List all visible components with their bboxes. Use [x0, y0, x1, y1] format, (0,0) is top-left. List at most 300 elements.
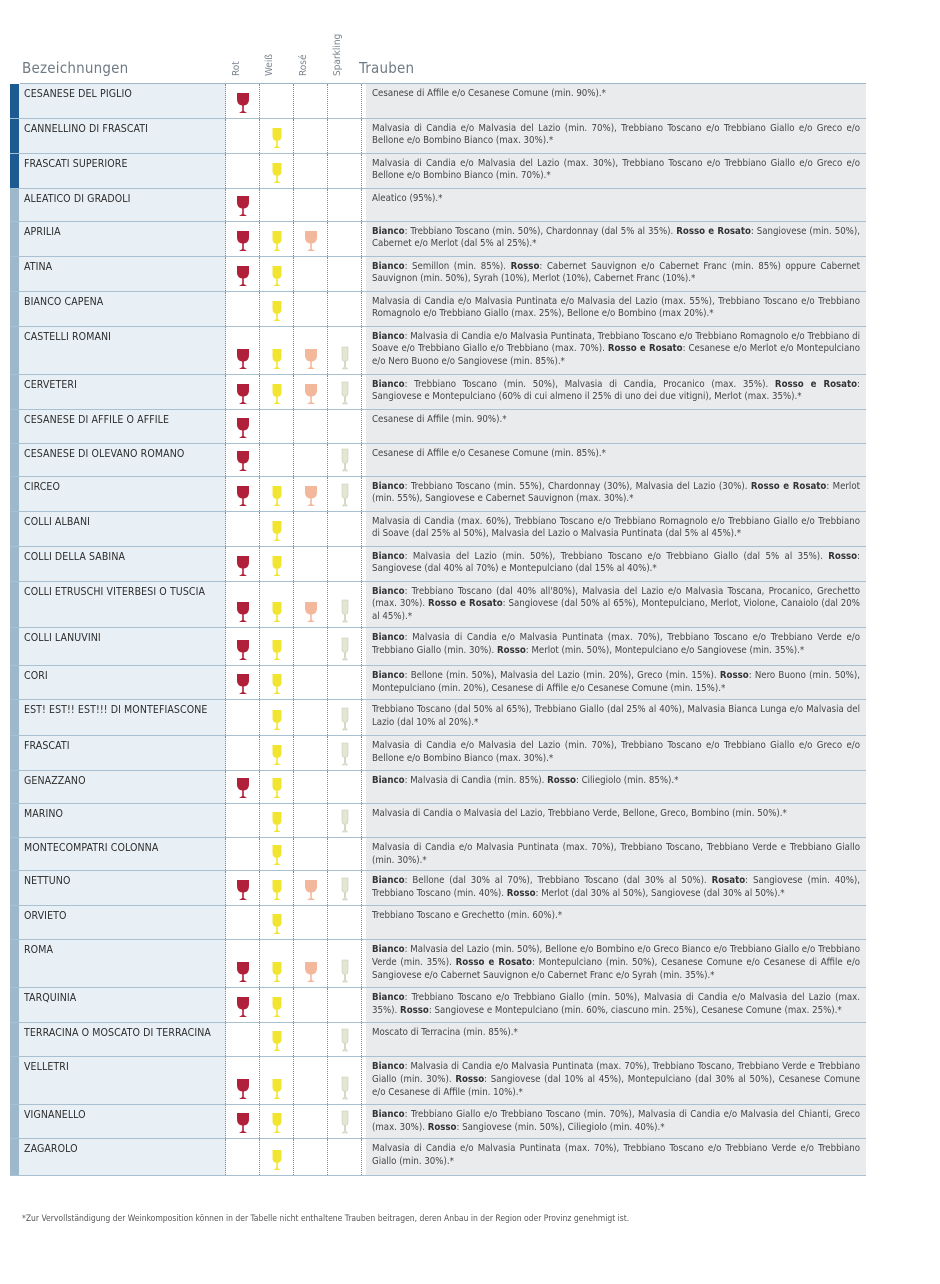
white-cell — [260, 374, 294, 409]
white-wine-glass-icon — [271, 162, 283, 184]
grape-text: Malvasia di Candia e/o Malvasia Puntinata (max. 70%), Trebbiano Toscano, Trebbiano Verde e Trebbiano Giallo (min. 30%).* — [372, 841, 860, 866]
sparkling-cell — [328, 1057, 362, 1105]
rose-cell — [294, 546, 328, 581]
red-wine-glass-icon — [236, 673, 250, 695]
rose-wine-glass-icon — [304, 230, 318, 252]
wine-type-label: Bianco — [372, 875, 405, 887]
table-row — [10, 837, 866, 871]
white-cell — [260, 118, 294, 153]
designation-name: ATINA — [19, 256, 226, 291]
sparkling-cell — [328, 627, 362, 665]
row-band — [10, 1023, 19, 1057]
rose-cell — [294, 988, 328, 1023]
white-cell — [260, 735, 294, 770]
sparkling-cell — [328, 476, 362, 511]
table-row — [10, 188, 866, 221]
wine-type-label: Rosso e Rosato — [774, 378, 858, 390]
table-row — [10, 221, 866, 256]
red-cell — [226, 221, 260, 256]
designation-name: NETTUNO — [19, 871, 226, 906]
row-band — [10, 443, 19, 476]
grape-text: : Trebbiano Toscano (dal 40% all'80%), Malvasia del Lazio e/o Malvasia Toscana, Procanico, Grechetto (max. 30%). — [372, 585, 860, 610]
row-band — [10, 988, 19, 1023]
white-cell — [260, 476, 294, 511]
grape-description — [366, 476, 866, 511]
row-band — [10, 84, 19, 118]
row-band — [10, 326, 19, 374]
rose-wine-glass-icon — [304, 348, 318, 370]
table-row — [10, 803, 866, 837]
white-wine-glass-icon — [271, 1149, 283, 1171]
wine-type-label: Bianco — [372, 585, 405, 597]
red-cell — [226, 374, 260, 409]
grape-text: : Semillon (min. 85%). — [404, 260, 511, 272]
red-cell — [226, 988, 260, 1023]
white-cell — [260, 84, 294, 118]
row-band — [10, 374, 19, 409]
table-row — [10, 409, 866, 443]
red-wine-glass-icon — [236, 383, 250, 405]
grape-text: : Sangiovese (min. 50%), Cabernet e/o Merlot (dal 5% al 25%).* — [372, 225, 860, 250]
grape-text: : Bellone (min. 50%), Malvasia del Lazio (min. 20%), Greco (min. 15%). — [404, 669, 720, 681]
sparkling-cell — [328, 1105, 362, 1139]
rose-cell — [294, 221, 328, 256]
grape-text: : Malvasia di Candia e/o Malvasia Puntinata (max. 70%), Trebbiano Toscano e/o Trebbiano Verde e/o Trebbiano Giallo (min. 30%). — [372, 631, 860, 656]
grape-text: : Sangiovese (dal 50% al 65%), Montepulciano, Merlot, Violone, Canaiolo (dal 20% al 45%).* — [372, 598, 860, 623]
white-wine-glass-icon — [271, 265, 283, 287]
designation-name: ZAGAROLO — [19, 1139, 226, 1176]
white-cell — [260, 326, 294, 374]
red-wine-glass-icon — [236, 92, 250, 114]
red-cell — [226, 84, 260, 118]
red-wine-glass-icon — [236, 195, 250, 217]
grape-text: Malvasia di Candia e/o Malvasia del Lazio (min. 70%), Trebbiano Toscano e/o Trebbiano Giallo e/o Greco e/o Bellone e/o Bombino Bianco (max. 30%).* — [372, 122, 860, 147]
sparkling-cell — [328, 546, 362, 581]
sparkling-wine-glass-icon — [341, 742, 349, 766]
sparkling-cell — [328, 84, 362, 118]
row-band — [10, 627, 19, 665]
grape-text: : Merlot (min. 55%), Sangiovese e Cabernet Sauvignon (max. 30%).* — [372, 480, 860, 505]
sparkling-cell — [328, 665, 362, 699]
grape-text: : Sangiovese (min. 40%), Trebbiano Toscano (min. 40%). — [372, 875, 861, 900]
designation-name: MARINO — [19, 803, 226, 837]
white-wine-glass-icon — [271, 1030, 283, 1052]
grape-description — [366, 326, 866, 374]
red-wine-glass-icon — [236, 1078, 250, 1100]
grape-description — [366, 871, 866, 906]
grape-text: : Trebbiano Toscano e/o Trebbiano Giallo (min. 50%), Malvasia di Candia e/o Malvasia del Lazio (max. 35%). — [372, 992, 860, 1017]
red-wine-glass-icon — [236, 230, 250, 252]
red-cell — [226, 476, 260, 511]
grape-text: : Malvasia di Candia e/o Malvasia Puntinata (max. 70%), Trebbiano Toscano, Trebbiano Verde e Trebbiano Giallo (min. 30%). — [372, 1061, 860, 1086]
designation-name: VELLETRI — [19, 1057, 226, 1105]
grape-text: : Sangiovese e Montepulciano (60% di cui almeno il 25% di uno dei due vitigni), Merlot (max. 35%).* — [372, 378, 860, 403]
wine-type-label: Bianco — [372, 330, 405, 342]
designation-name: CESANESE DEL PIGLIO — [19, 84, 226, 118]
designation-name: COLLI DELLA SABINA — [19, 546, 226, 581]
grape-text: : Trebbiano Toscano (min. 50%), Malvasia di Candia, Procanico (max. 35%). — [404, 378, 775, 390]
sparkling-wine-glass-icon — [341, 1028, 349, 1052]
red-cell — [226, 511, 260, 546]
sparkling-cell — [328, 1023, 362, 1057]
grape-text: : Bellone (dal 30% al 70%), Trebbiano Toscano (dal 30% al 50%). — [404, 875, 712, 887]
grape-text: : Merlot (min. 50%), Montepulciano e/o Sangiovese (min. 35%).* — [525, 644, 805, 656]
row-band — [10, 1139, 19, 1176]
red-cell — [226, 118, 260, 153]
table-row — [10, 627, 866, 665]
sparkling-wine-glass-icon — [341, 448, 349, 472]
white-cell — [260, 221, 294, 256]
sparkling-cell — [328, 988, 362, 1023]
wine-type-label: Rosso — [719, 669, 749, 681]
red-cell — [226, 627, 260, 665]
row-band — [10, 871, 19, 906]
sparkling-wine-glass-icon — [341, 877, 349, 901]
white-wine-glass-icon — [271, 601, 283, 623]
red-cell — [226, 546, 260, 581]
designation-name: CESANESE DI AFFILE O AFFILE — [19, 409, 226, 443]
grape-text: Malvasia di Candia e/o Malvasia del Lazio (min. 70%), Trebbiano Toscano e/o Trebbiano Giallo e/o Greco e/o Bellone e/o Bombino Bianco (max. 30%).* — [372, 739, 860, 764]
grape-text: : Ciliegiolo (min. 85%).* — [575, 774, 679, 786]
red-cell — [226, 665, 260, 699]
sparkling-wine-glass-icon — [341, 1110, 349, 1134]
white-cell — [260, 988, 294, 1023]
red-wine-glass-icon — [236, 879, 250, 901]
sparkling-cell — [328, 511, 362, 546]
table-row — [10, 581, 866, 627]
designation-name: COLLI ETRUSCHI VITERBESI O TUSCIA — [19, 581, 226, 627]
wine-type-label: Rosso e Rosato — [607, 343, 683, 355]
table-row — [10, 906, 866, 940]
table-row — [10, 940, 866, 988]
grape-text: : Montepulciano (min. 50%), Cesanese Comune e/o Cesanese di Affile e/o Sangiovese e/o Cabernet Sauvignon e/o Cabernet Franc e/o Syrah (min. 35%).* — [372, 957, 861, 982]
white-cell — [260, 409, 294, 443]
white-wine-glass-icon — [271, 485, 283, 507]
white-wine-glass-icon — [271, 230, 283, 252]
grape-description — [366, 118, 866, 153]
sparkling-cell — [328, 221, 362, 256]
grape-description — [366, 374, 866, 409]
header-sparkling: Sparkling — [332, 33, 343, 76]
table-row — [10, 374, 866, 409]
red-cell — [226, 906, 260, 940]
red-cell — [226, 443, 260, 476]
red-wine-glass-icon — [236, 1112, 250, 1134]
table-row — [10, 665, 866, 699]
sparkling-wine-glass-icon — [341, 707, 349, 731]
red-cell — [226, 326, 260, 374]
wine-type-label: Rosso — [427, 1122, 457, 1134]
white-wine-glass-icon — [271, 996, 283, 1018]
designation-name: FRASCATI SUPERIORE — [19, 153, 226, 188]
header-rose: Rosé — [298, 54, 309, 76]
grape-description — [366, 84, 866, 118]
grape-description — [366, 988, 866, 1023]
white-wine-glass-icon — [271, 300, 283, 322]
rose-cell — [294, 84, 328, 118]
row-band — [10, 188, 19, 221]
sparkling-cell — [328, 326, 362, 374]
white-wine-glass-icon — [271, 1112, 283, 1134]
header-white: Weiß — [264, 53, 275, 76]
rose-cell — [294, 770, 328, 803]
row-band — [10, 221, 19, 256]
row-band — [10, 546, 19, 581]
footnote: *Zur Vervollständigung der Weinkomposition können in der Tabelle nicht enthaltene Trauben beitragen, deren Anbau in der Region oder Provinz genehmigt ist. — [22, 1214, 630, 1224]
red-wine-glass-icon — [236, 639, 250, 661]
rose-cell — [294, 476, 328, 511]
grape-description — [366, 627, 866, 665]
rose-cell — [294, 511, 328, 546]
grape-text: : Cesanese e/o Merlot e/o Montepulciano e/o Nero Buono e/o Sangiovese (min. 85%).* — [372, 343, 860, 368]
rose-cell — [294, 803, 328, 837]
wine-type-label: Bianco — [372, 669, 405, 681]
rose-cell — [294, 291, 328, 326]
grape-text: Cesanese di Affile e/o Cesanese Comune (min. 90%).* — [372, 88, 606, 99]
grape-text: : Malvasia del Lazio (min. 50%), Trebbiano Toscano e/o Trebbiano Giallo (dal 5% al 35%). — [404, 550, 829, 562]
table-row — [10, 291, 866, 326]
designation-name: CANNELLINO DI FRASCATI — [19, 118, 226, 153]
wine-type-label: Rosso — [506, 888, 536, 900]
wine-type-label: Bianco — [372, 1061, 405, 1073]
white-wine-glass-icon — [271, 913, 283, 935]
white-cell — [260, 291, 294, 326]
wine-type-label: Rosso e Rosato — [455, 957, 532, 969]
grape-description — [366, 1023, 866, 1057]
rose-cell — [294, 665, 328, 699]
red-wine-glass-icon — [236, 996, 250, 1018]
designation-name: CERVETERI — [19, 374, 226, 409]
row-band — [10, 476, 19, 511]
wine-type-label: Bianco — [372, 774, 405, 786]
grape-description — [366, 153, 866, 188]
row-band — [10, 118, 19, 153]
sparkling-cell — [328, 443, 362, 476]
header-grapes: Trauben — [359, 59, 415, 77]
sparkling-wine-glass-icon — [341, 1076, 349, 1100]
table-row — [10, 770, 866, 803]
sparkling-cell — [328, 118, 362, 153]
grape-text: Trebbiano Toscano e Grechetto (min. 60%).* — [372, 910, 563, 922]
grape-text: Malvasia di Candia e/o Malvasia del Lazio (max. 30%), Trebbiano Toscano e/o Trebbiano Giallo e/o Greco e/o Bellone e/o Bombino Bianco (min. 70%).* — [372, 157, 860, 182]
red-cell — [226, 803, 260, 837]
white-wine-glass-icon — [271, 127, 283, 149]
red-cell — [226, 1057, 260, 1105]
designation-name: CIRCEO — [19, 476, 226, 511]
row-band — [10, 699, 19, 735]
red-cell — [226, 770, 260, 803]
white-cell — [260, 871, 294, 906]
wine-type-label: Bianco — [372, 631, 405, 643]
white-cell — [260, 188, 294, 221]
table-row — [10, 735, 866, 770]
table-row — [10, 443, 866, 476]
sparkling-cell — [328, 770, 362, 803]
white-cell — [260, 940, 294, 988]
sparkling-cell — [328, 699, 362, 735]
grape-text: : Sangiovese (dal 10% al 45%), Montepulciano (dal 30% al 50%), Cesanese Comune e/o Cesanese di Affile (min. 10%).* — [372, 1074, 861, 1099]
grape-text: Cesanese di Affile e/o Cesanese Comune (min. 85%).* — [372, 447, 606, 459]
white-wine-glass-icon — [271, 811, 283, 833]
white-cell — [260, 906, 294, 940]
grape-text: : Trebbiano Toscano (min. 55%), Chardonnay (30%), Malvasia del Lazio (30%). — [404, 480, 751, 492]
wine-type-label: Rosso e Rosato — [750, 480, 827, 492]
table-row — [10, 476, 866, 511]
row-band — [10, 581, 19, 627]
row-band — [10, 837, 19, 871]
header-designations: Bezeichnungen — [22, 59, 129, 77]
rose-cell — [294, 118, 328, 153]
row-band — [10, 153, 19, 188]
designation-name: APRILIA — [19, 221, 226, 256]
sparkling-wine-glass-icon — [341, 599, 349, 623]
white-cell — [260, 837, 294, 871]
wine-type-label: Rosso e Rosato — [428, 598, 503, 610]
sparkling-cell — [328, 871, 362, 906]
rose-cell — [294, 627, 328, 665]
wine-type-label: Rosso — [510, 260, 540, 272]
grape-text: : Sangiovese (min. 50%), Ciliegiolo (min. 40%).* — [456, 1122, 665, 1134]
table-row — [10, 1139, 866, 1176]
white-wine-glass-icon — [271, 961, 283, 983]
table-row — [10, 256, 866, 291]
white-cell — [260, 581, 294, 627]
red-cell — [226, 581, 260, 627]
sparkling-wine-glass-icon — [341, 381, 349, 405]
sparkling-wine-glass-icon — [341, 809, 349, 833]
grape-description — [366, 1057, 866, 1105]
designation-name: ALEATICO DI GRADOLI — [19, 188, 226, 221]
grape-description — [366, 188, 866, 221]
sparkling-cell — [328, 906, 362, 940]
row-band — [10, 940, 19, 988]
white-wine-glass-icon — [271, 673, 283, 695]
sparkling-wine-glass-icon — [341, 959, 349, 983]
white-cell — [260, 511, 294, 546]
grape-description — [366, 409, 866, 443]
wine-type-label: Bianco — [372, 378, 405, 390]
sparkling-wine-glass-icon — [341, 346, 349, 370]
table-row — [10, 153, 866, 188]
grape-description — [366, 699, 866, 735]
row-band — [10, 256, 19, 291]
grape-text: : Malvasia di Candia (min. 85%). — [404, 774, 548, 786]
rose-cell — [294, 940, 328, 988]
grape-description — [366, 546, 866, 581]
white-wine-glass-icon — [271, 639, 283, 661]
rose-wine-glass-icon — [304, 879, 318, 901]
white-wine-glass-icon — [271, 844, 283, 866]
rose-cell — [294, 153, 328, 188]
white-cell — [260, 627, 294, 665]
rose-cell — [294, 1139, 328, 1176]
designation-name: VIGNANELLO — [19, 1105, 226, 1139]
sparkling-cell — [328, 940, 362, 988]
designation-name: GENAZZANO — [19, 770, 226, 803]
sparkling-cell — [328, 374, 362, 409]
red-cell — [226, 1105, 260, 1139]
white-cell — [260, 803, 294, 837]
rose-cell — [294, 699, 328, 735]
rose-cell — [294, 1023, 328, 1057]
white-cell — [260, 443, 294, 476]
sparkling-cell — [328, 1139, 362, 1176]
row-band — [10, 906, 19, 940]
table-row — [10, 511, 866, 546]
grape-description — [366, 581, 866, 627]
red-cell — [226, 837, 260, 871]
rose-cell — [294, 581, 328, 627]
white-cell — [260, 1105, 294, 1139]
sparkling-wine-glass-icon — [341, 637, 349, 661]
rose-cell — [294, 374, 328, 409]
sparkling-cell — [328, 837, 362, 871]
grape-description — [366, 770, 866, 803]
white-cell — [260, 770, 294, 803]
designation-name: TARQUINIA — [19, 988, 226, 1023]
rose-cell — [294, 871, 328, 906]
white-wine-glass-icon — [271, 879, 283, 901]
designation-name: BIANCO CAPENA — [19, 291, 226, 326]
wine-type-label: Rosso — [828, 550, 858, 562]
wine-type-label: Bianco — [372, 992, 405, 1004]
grape-description — [366, 221, 866, 256]
red-cell — [226, 256, 260, 291]
table-row — [10, 326, 866, 374]
row-band — [10, 291, 19, 326]
wine-type-label: Rosso — [547, 774, 576, 786]
red-cell — [226, 699, 260, 735]
grape-description — [366, 837, 866, 871]
wine-type-label: Bianco — [372, 260, 405, 272]
table-row — [10, 84, 866, 118]
grape-description — [366, 1105, 866, 1139]
sparkling-cell — [328, 188, 362, 221]
designation-name: MONTECOMPATRI COLONNA — [19, 837, 226, 871]
grape-description — [366, 1139, 866, 1176]
red-wine-glass-icon — [236, 777, 250, 799]
row-band — [10, 665, 19, 699]
red-cell — [226, 735, 260, 770]
wine-type-label: Bianco — [372, 944, 405, 956]
wine-type-label: Bianco — [372, 225, 405, 237]
white-wine-glass-icon — [271, 709, 283, 731]
row-band — [10, 1105, 19, 1139]
designation-name: CORI — [19, 665, 226, 699]
grape-description — [366, 735, 866, 770]
red-wine-glass-icon — [236, 265, 250, 287]
white-wine-glass-icon — [271, 520, 283, 542]
grape-text: : Nero Buono (min. 50%), Montepulciano (min. 20%), Cesanese di Affile e/o Cesanese Comune (min. 15%).* — [372, 669, 860, 694]
white-cell — [260, 153, 294, 188]
white-wine-glass-icon — [271, 383, 283, 405]
rose-cell — [294, 837, 328, 871]
grape-text: Cesanese di Affile (min. 90%).* — [372, 413, 507, 425]
table-row — [10, 988, 866, 1023]
table-row — [10, 118, 866, 153]
white-wine-glass-icon — [271, 1078, 283, 1100]
grape-text: : Sangiovese e Montepulciano (min. 60%, ciascuno min. 25%), Cesanese Comune (max. 25%).* — [428, 1005, 842, 1017]
wine-table — [10, 84, 866, 1176]
sparkling-cell — [328, 581, 362, 627]
rose-cell — [294, 1057, 328, 1105]
sparkling-cell — [328, 153, 362, 188]
rose-cell — [294, 443, 328, 476]
grape-description — [366, 906, 866, 940]
grape-description — [366, 665, 866, 699]
grape-text: : Malvasia di Candia e/o Malvasia Puntinata, Trebbiano Toscano e/o Trebbiano Romagnolo e/o Trebbiano di Soave e/o Trebbiano Giallo e/o Trebbiano (max. 70%). — [372, 330, 860, 355]
wine-type-label: Bianco — [372, 1109, 405, 1121]
